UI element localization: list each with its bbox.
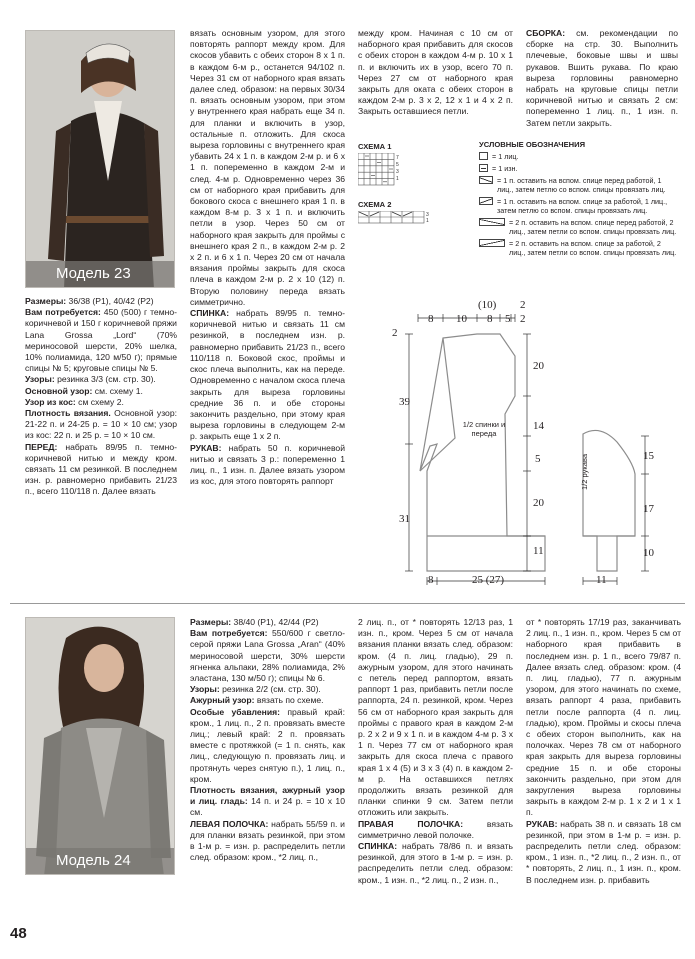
scheme1-grid — [358, 153, 404, 187]
m23-main-pattern: см. схему 1. — [92, 385, 143, 396]
m24-materials-label: Вам потребуется: — [190, 628, 268, 639]
scheme2-grid — [358, 211, 434, 225]
scheme1-title: СХЕМА 1 — [358, 142, 392, 151]
model24-photo — [25, 617, 175, 875]
m24-gauge: 14 п. и 24 р. = 10 х 10 см. — [190, 796, 345, 818]
m24-col3-text: от * повторять 17/19 раз, заканчивать 2 лиц. п., 1 изн. п., кром. Через 5 см от наборного края прибавить в последнем изн. р. 1 п., всего 79/87 п. Далее вязать след. образом: кром. (4 п. лиц. гладью), 77 п. ажурным узором, для этого начинать по схеме, вязать раппорт 4 раза, прибавить петли после раппорта (4 п. лиц. гладью), кром. Проймы и скосы плеча с обеих сторон выполнить, как на полочках. Через 78 см от наборного края закрыть для выреза горловины средние 15 п. и обе стороны закончить раздельно, при этом для закругления выреза горловины закрыть в каждом 2-м р. 1 х 2 и 1 х 1 п. — [526, 617, 681, 818]
m23-sizes-label: Размеры: — [25, 296, 67, 306]
m23-main-pattern-label: Основной узор: — [25, 385, 93, 396]
section-divider — [10, 603, 685, 604]
m23-materials: 450 (500) г темно-коричневой и 150 г коричневой пряжи Lana Grossa „Lord“ (70% мериносовой шерсти, 20% шелка, 10% полиамида, 120 м/50 г); прямые спицы № 5; круговые спицы № 5. — [25, 307, 178, 374]
sleeve-piece-label: 1/2 рукава — [580, 453, 589, 490]
m24-sleeve-label: РУКАВ: — [526, 818, 558, 829]
purl-symbol-icon — [479, 164, 488, 172]
m24-right-front: вязать симметрично левой полочке. — [358, 818, 513, 840]
m23-gauge-label: Плотность вязания. — [25, 408, 111, 419]
svg-text:7: 7 — [396, 155, 399, 161]
legend-item: = 1 лиц. — [479, 152, 679, 161]
scheme2-title: СХЕМА 2 — [358, 200, 392, 209]
m23-col2-text: вязать основным узором, для этого повторять раппорт между кром. Для скосов убавить с обеих сторон 8 х 1 п. в каждом 6-м р., останется 94/102 п. Через 31 см от наборного края вязать далее след. образом: на первых 30/34 п. вязать основным узором, при этом у внутреннего края набрать еще 34 п. для планки и включить в узор, остальные п. отложить. Для скоса выреза горловины с внутреннего края убавить 24 х 1 п. в каждом 2-м р. и 6 х 1 п. попеременно в каждом 2-м и след. 4-м р. Одновременно через 36 см от наборного края прибавить для бокового скоса с внешнего края 1 п. в каждом 8-м р. 3 х 1 п. и включить петли в узор. Через 50 см от наборного края закрыть для проймы с внешнего края 2 п., в каждом 2-м р. 2 х 2 п. и 6 х 1 п. Через 20 см от начала вязания проймы закрыть для скоса плеча в каждом 2-м р. 2 х 10 (12) п. Вторую половину переда вязать симметрично. — [190, 28, 345, 307]
cross-right-1-icon — [479, 197, 493, 205]
legend-item: = 2 п. оставить на вспом. спице перед работой, 2 лиц., затем петли со вспом. спицы провязать лиц. — [479, 218, 679, 236]
m24-materials: 550/600 г светло-серой пряжи Lana Grossa „Aran“ (40% мериносовой шерсти, 30% шерсти ягненка альпаки, 28% полиамида, 2% эластана, 130 м/50 г); спицы № 6. — [190, 628, 346, 684]
m23-cable: см схему 2. — [75, 396, 124, 407]
legend — [479, 152, 679, 260]
m24-decreases-label: Особые убавления: — [190, 706, 281, 717]
knit-symbol-icon — [479, 152, 488, 160]
m23-assembly-label: СБОРКА: — [526, 28, 566, 38]
legend-item: = 1 п. оставить на вспом. спице перед работой, 1 лиц., затем петлю со вспом. спицы провязать лиц. — [479, 176, 679, 194]
svg-text:1: 1 — [396, 176, 399, 182]
m24-left-front: набрать 55/59 п. и для планки вязать резинкой, при этом в 1-м р. = изн. р. распределить петли след. образом: кром., *2 лиц. п., — [190, 818, 345, 863]
dim-left-2: 2 — [392, 327, 398, 339]
body-piece-label: 1/2 спинки и переда — [462, 420, 506, 438]
m24-back: набрать 78/86 п. и вязать резинкой, для этого в 1-м р. = изн. р. распределить петли след. образом: кром., 1 изн. п., *2 лиц. п., 2 изн. п., — [358, 841, 513, 885]
model24-col3 — [526, 617, 681, 886]
model23-col3 — [358, 28, 513, 118]
m23-patterns: резинка 3/3 (см. стр. 30). — [54, 374, 156, 385]
m24-lace: вязать по схеме. — [254, 695, 324, 706]
m23-sizes: 36/38 (P1), 40/42 (P2) — [66, 296, 154, 306]
dim-right-11: 11 — [533, 545, 544, 557]
model23-photo — [25, 30, 175, 288]
dim-left-31: 31 — [399, 513, 410, 525]
m24-patterns: резинка 2/2 (см. стр. 30). — [219, 684, 321, 695]
dim-top-5: 5 — [505, 313, 511, 325]
m24-sizes: 38/40 (P1), 42/44 (P2) — [231, 617, 319, 627]
legend-item: = 1 изн. — [479, 164, 679, 173]
m23-back-label: СПИНКА: — [190, 308, 230, 319]
model23-col1 — [25, 296, 177, 498]
dim-top-8a: 8 — [428, 313, 434, 325]
model23-col2 — [190, 28, 345, 487]
m24-right-front-label: ПРАВАЯ ПОЛОЧКА: — [358, 818, 464, 829]
svg-text:3: 3 — [426, 212, 429, 218]
dim-top-2: 2 — [520, 313, 526, 325]
dim-sleeve-10: 10 — [643, 547, 654, 559]
m24-back-label: СПИНКА: — [358, 841, 398, 852]
dim-sleeve-17: 17 — [643, 503, 654, 515]
m23-front-label: ПЕРЕД: — [25, 441, 58, 452]
dim-right-14: 14 — [533, 420, 544, 432]
dim-top-10-alt: (10) — [478, 299, 497, 311]
dim-top-8b: 8 — [487, 313, 493, 325]
cross-right-2-icon — [479, 239, 505, 247]
m23-back: набрать 89/95 п. темно-коричневой нитью и связать 11 см резинкой, в последнем изн. р. равномерно прибавить 21/23 п., всего 110/118 п. Боковой скос, проймы и скос плеча выполнить, как на переде. Одновременно с началом скоса плеча закрыть для выреза горловины средние 36 п. и обе стороны закончить раздельно, при этому края выреза горловины в следующем 2-м р. закрыть еще 1 х 2 п. — [190, 308, 345, 442]
dim-left-39: 39 — [399, 396, 410, 408]
m24-sleeve: набрать 38 п. и связать 18 см резинкой, при этом в 1-м р. = изн. р. распределить петли след. образом: кром., 1 изн. п., *2 лиц. п., 2 изн. п., от * повторять, 2 лиц. п., 1 изн. п., кром. В последнем изн. р. прибавить — [526, 818, 681, 885]
m23-materials-label: Вам потребуется: — [25, 307, 101, 318]
m24-gauge-label: Плотность вязания, ажурный узор и лиц. гладь: — [190, 785, 345, 807]
dim-top-10: 10 — [456, 313, 467, 325]
model24-figure — [26, 618, 175, 875]
cross-left-2-icon — [479, 218, 505, 226]
dim-right-5: 5 — [535, 453, 541, 465]
model23-col4 — [526, 28, 678, 129]
m23-patterns-label: Узоры: — [25, 374, 55, 385]
m23-assembly: см. рекомендации по сборке на стр. 30. Выполнить плечевые, боковые швы и швы рукавов. Вшить рукава. По краю выреза горловины равномерно набрать на круговые спицы петли коричневой нитью и связать 2 см: попеременно 1 лиц. п., 1 изн. п. Затем петли закрыть. — [526, 28, 678, 128]
cross-left-1-icon — [479, 176, 493, 184]
m23-col3-text: между кром. Начиная с 10 см от наборного края прибавить для скосов с обеих сторон в каждом 4-м р. 10 х 1 п. и включить их в узор, всего 70 п. Через 27 см от наборного края закрыть для оката с обеих сторон в каждом 2-м р. 3 х 2, 12 х 1 и 4 х 2 п. Закрыть оставшиеся петли. — [358, 28, 513, 117]
svg-text:5: 5 — [396, 162, 399, 168]
dim-bottom-25: 25 (27) — [472, 574, 505, 586]
model24-col1 — [190, 617, 345, 863]
dim-top-2-alt: 2 — [520, 299, 526, 311]
model24-label: Модель 24 — [26, 848, 174, 874]
m24-col2-text: 2 лиц. п., от * повторять 12/13 раз, 1 изн. п., кром. Через 5 см от начала вязания планки вязать след. образом: кром. (4 п. лиц. гладью), 29 п. ажурным узором, для этого начинать с петель перед раппортом, вязать раппорт 1 раз, прибавить петли после раппорта, 24 п. резинкой, кром. Через 56 см от наборного края закрыть для проймы с правого края в каждом 2-м р. 2 х 2 и 9 х 1 п. и в каждом 4-м р. 3 х 1 п. Через 77 см от наборного края закрыть для скоса плеча с правого края 1 х 4 (5) и 3 х 3 (4) п. в каждом 2-м р. На оставшихся петлях продолжить вязать резинкой для планки спинки 9 см. Затем петли отложить или закрыть. — [358, 617, 513, 818]
svg-text:3: 3 — [396, 169, 399, 175]
m23-sleeve-label: РУКАВ: — [190, 442, 222, 453]
dim-right-20b: 20 — [533, 497, 544, 509]
m24-patterns-label: Узоры: — [190, 684, 220, 695]
model23-label: Модель 23 — [26, 261, 174, 287]
model23-figure — [26, 31, 175, 288]
m23-sleeve: набрать 50 п. коричневой нитью и связать 3 р.: попеременно 1 лиц. п., 1 изн. п. Далее вязать узором из кос, для этого повторять раппорт — [190, 442, 345, 487]
dim-bottom-8: 8 — [428, 574, 434, 586]
legend-item: = 2 п. оставить на вспом. спице за работой, 2 лиц., затем петли со вспом. спицы провязать лиц. — [479, 239, 679, 257]
m24-decreases: правый край: кром., 1 лиц. п., 2 п. провязать вместе лиц.; левый край: 2 п. провязать вместе с протяжкой (= 1 п. снять, как лиц., следующую п. провязать лиц. и протянуть через снятую п.), 1 лиц. п., кром. — [190, 706, 345, 784]
m24-sizes-label: Размеры: — [190, 617, 232, 627]
page-number: 48 — [10, 925, 27, 942]
svg-text:1: 1 — [426, 218, 429, 224]
m23-front: набрать 89/95 п. темно-коричневой нитью и между кром. связать 11 см резинкой. В последнем изн. р. равномерно прибавить 21/23 п., всего 110/118 п. Далее вязать — [25, 441, 177, 497]
m24-lace-label: Ажурный узор: — [190, 695, 255, 706]
legend-item: = 1 п. оставить на вспом. спице за работой, 1 лиц., затем петлю со вспом. спицы провязать лиц. — [479, 197, 679, 215]
legend-title: УСЛОВНЫЕ ОБОЗНАЧЕНИЯ — [479, 140, 586, 149]
dim-bottom-11: 11 — [596, 574, 607, 586]
dim-sleeve-15: 15 — [643, 450, 654, 462]
m24-left-front-label: ЛЕВАЯ ПОЛОЧКА: — [190, 818, 269, 829]
model24-col2 — [358, 617, 513, 886]
m23-gauge: Основной узор: 21-22 п. и 24-25 р. = 10 × 10 см; узор из кос: 22 п. и 25 р. = 10 × 10 см. — [25, 408, 177, 441]
m23-cable-label: Узор из кос: — [25, 396, 76, 407]
dim-right-20a: 20 — [533, 360, 544, 372]
